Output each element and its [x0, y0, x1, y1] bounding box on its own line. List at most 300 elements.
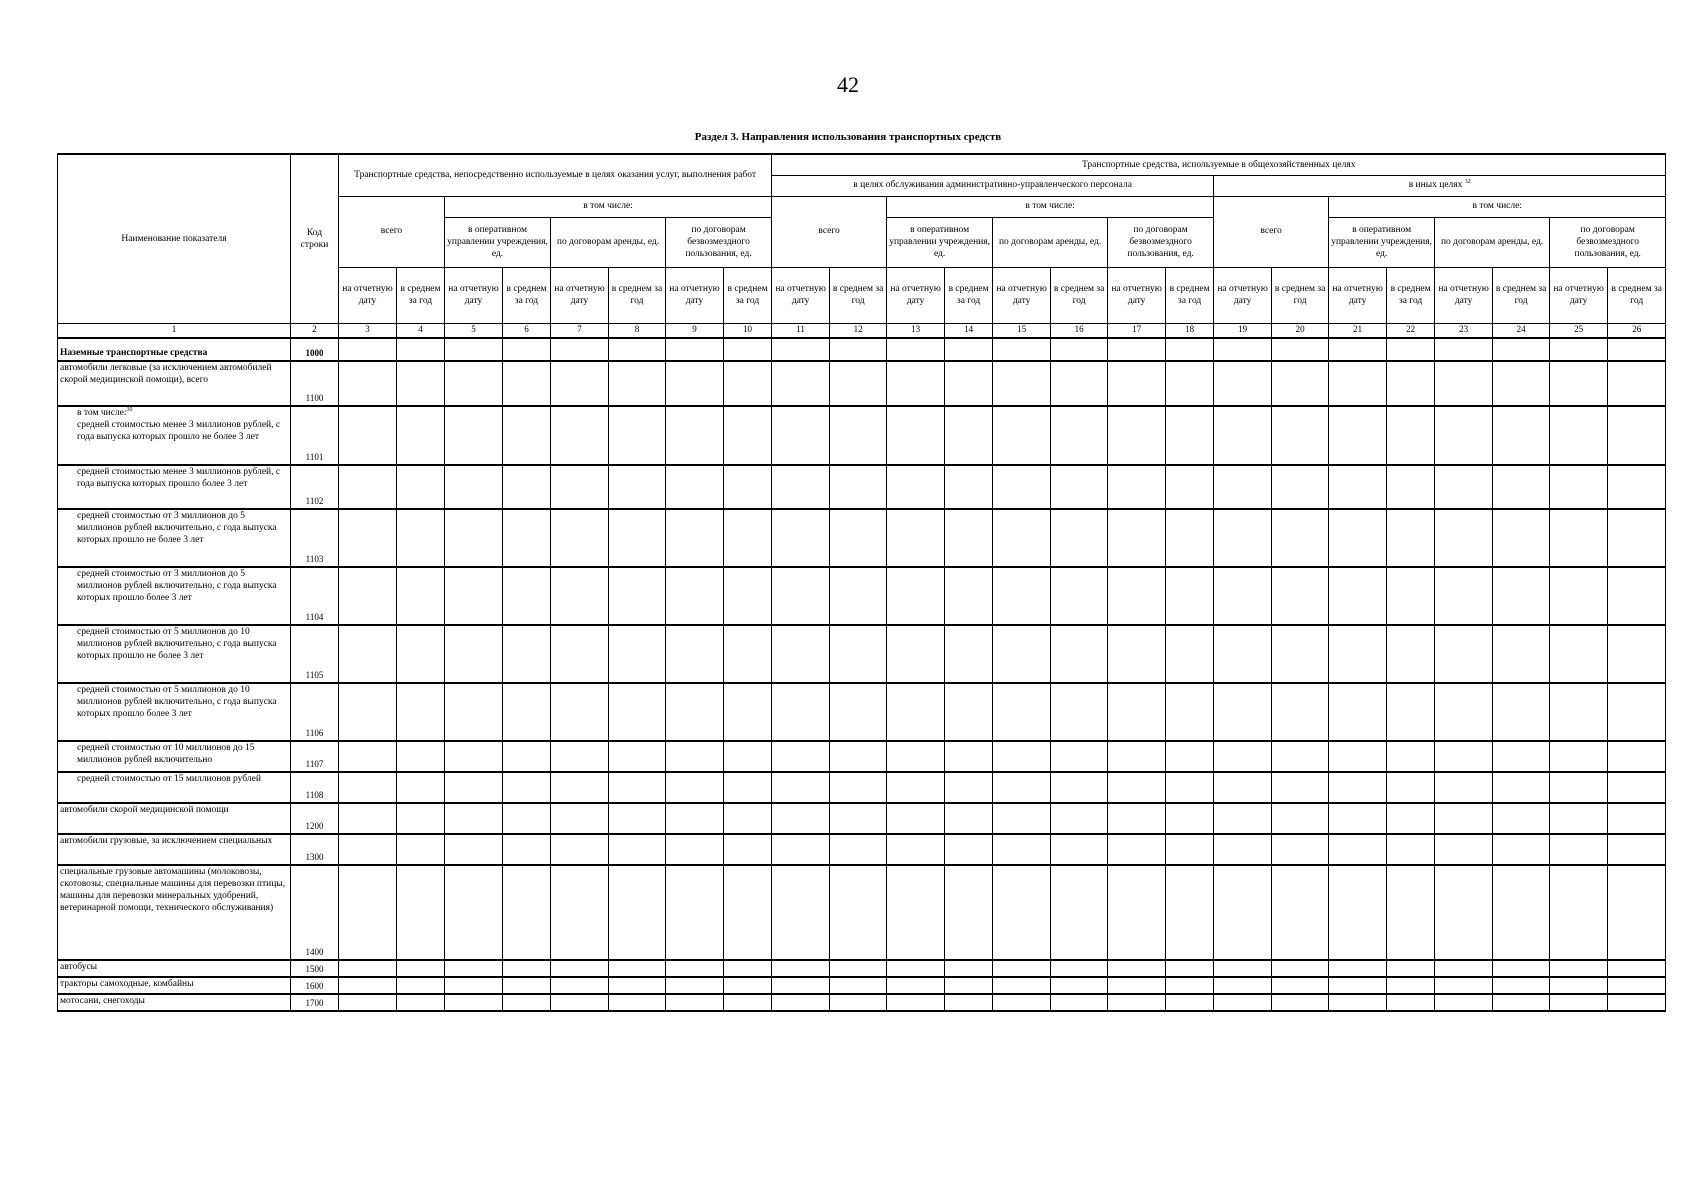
value-cell[interactable]	[339, 465, 397, 509]
value-cell[interactable]	[1214, 994, 1272, 1011]
value-cell[interactable]	[666, 960, 724, 977]
value-cell[interactable]	[772, 977, 830, 994]
value-cell[interactable]	[1387, 834, 1435, 865]
value-cell[interactable]	[993, 803, 1051, 834]
value-cell[interactable]	[666, 361, 724, 406]
value-cell[interactable]	[1272, 509, 1329, 567]
value-cell[interactable]	[445, 338, 503, 361]
value-cell[interactable]	[1214, 741, 1272, 772]
value-cell[interactable]	[1435, 361, 1493, 406]
value-cell[interactable]	[445, 834, 503, 865]
value-cell[interactable]	[1108, 977, 1166, 994]
value-cell[interactable]	[945, 741, 993, 772]
value-cell[interactable]	[772, 509, 830, 567]
value-cell[interactable]	[1051, 865, 1108, 960]
value-cell[interactable]	[609, 977, 666, 994]
value-cell[interactable]	[666, 977, 724, 994]
value-cell[interactable]	[1272, 772, 1329, 803]
value-cell[interactable]	[724, 625, 772, 683]
value-cell[interactable]	[1166, 741, 1214, 772]
value-cell[interactable]	[993, 509, 1051, 567]
value-cell[interactable]	[1550, 994, 1608, 1011]
value-cell[interactable]	[1051, 625, 1108, 683]
value-cell[interactable]	[1550, 741, 1608, 772]
value-cell[interactable]	[1214, 625, 1272, 683]
value-cell[interactable]	[551, 977, 609, 994]
value-cell[interactable]	[609, 772, 666, 803]
value-cell[interactable]	[609, 741, 666, 772]
value-cell[interactable]	[1493, 338, 1550, 361]
value-cell[interactable]	[724, 865, 772, 960]
value-cell[interactable]	[1166, 772, 1214, 803]
value-cell[interactable]	[397, 834, 445, 865]
value-cell[interactable]	[1272, 960, 1329, 977]
value-cell[interactable]	[993, 994, 1051, 1011]
value-cell[interactable]	[724, 509, 772, 567]
value-cell[interactable]	[1493, 772, 1550, 803]
value-cell[interactable]	[887, 977, 945, 994]
value-cell[interactable]	[1108, 834, 1166, 865]
value-cell[interactable]	[830, 625, 887, 683]
value-cell[interactable]	[1108, 338, 1166, 361]
value-cell[interactable]	[993, 465, 1051, 509]
value-cell[interactable]	[724, 834, 772, 865]
value-cell[interactable]	[339, 567, 397, 625]
value-cell[interactable]	[1387, 406, 1435, 465]
value-cell[interactable]	[1387, 865, 1435, 960]
value-cell[interactable]	[1272, 977, 1329, 994]
value-cell[interactable]	[1435, 977, 1493, 994]
value-cell[interactable]	[339, 683, 397, 741]
value-cell[interactable]	[1272, 338, 1329, 361]
value-cell[interactable]	[772, 994, 830, 1011]
value-cell[interactable]	[1051, 960, 1108, 977]
value-cell[interactable]	[1329, 406, 1387, 465]
value-cell[interactable]	[1166, 803, 1214, 834]
value-cell[interactable]	[1608, 625, 1666, 683]
value-cell[interactable]	[945, 465, 993, 509]
value-cell[interactable]	[724, 361, 772, 406]
value-cell[interactable]	[503, 406, 551, 465]
value-cell[interactable]	[1608, 361, 1666, 406]
value-cell[interactable]	[724, 803, 772, 834]
value-cell[interactable]	[1435, 406, 1493, 465]
value-cell[interactable]	[945, 567, 993, 625]
value-cell[interactable]	[830, 741, 887, 772]
value-cell[interactable]	[1329, 567, 1387, 625]
value-cell[interactable]	[609, 625, 666, 683]
value-cell[interactable]	[445, 465, 503, 509]
value-cell[interactable]	[1387, 741, 1435, 772]
value-cell[interactable]	[1272, 994, 1329, 1011]
value-cell[interactable]	[1214, 834, 1272, 865]
value-cell[interactable]	[445, 625, 503, 683]
value-cell[interactable]	[1329, 977, 1387, 994]
value-cell[interactable]	[666, 338, 724, 361]
value-cell[interactable]	[445, 361, 503, 406]
value-cell[interactable]	[1550, 977, 1608, 994]
value-cell[interactable]	[609, 834, 666, 865]
value-cell[interactable]	[772, 406, 830, 465]
value-cell[interactable]	[993, 772, 1051, 803]
value-cell[interactable]	[1214, 361, 1272, 406]
value-cell[interactable]	[993, 741, 1051, 772]
value-cell[interactable]	[1608, 803, 1666, 834]
value-cell[interactable]	[1214, 977, 1272, 994]
value-cell[interactable]	[445, 803, 503, 834]
value-cell[interactable]	[397, 741, 445, 772]
value-cell[interactable]	[1387, 977, 1435, 994]
value-cell[interactable]	[993, 865, 1051, 960]
value-cell[interactable]	[1608, 406, 1666, 465]
value-cell[interactable]	[1608, 960, 1666, 977]
value-cell[interactable]	[887, 741, 945, 772]
value-cell[interactable]	[1493, 361, 1550, 406]
value-cell[interactable]	[830, 803, 887, 834]
value-cell[interactable]	[830, 865, 887, 960]
value-cell[interactable]	[503, 741, 551, 772]
value-cell[interactable]	[1493, 960, 1550, 977]
value-cell[interactable]	[1387, 567, 1435, 625]
value-cell[interactable]	[551, 803, 609, 834]
value-cell[interactable]	[945, 834, 993, 865]
value-cell[interactable]	[887, 338, 945, 361]
value-cell[interactable]	[397, 406, 445, 465]
value-cell[interactable]	[1272, 361, 1329, 406]
value-cell[interactable]	[1387, 625, 1435, 683]
value-cell[interactable]	[1214, 960, 1272, 977]
value-cell[interactable]	[1108, 509, 1166, 567]
value-cell[interactable]	[1550, 960, 1608, 977]
value-cell[interactable]	[609, 361, 666, 406]
value-cell[interactable]	[1550, 625, 1608, 683]
value-cell[interactable]	[887, 994, 945, 1011]
value-cell[interactable]	[1608, 338, 1666, 361]
value-cell[interactable]	[993, 977, 1051, 994]
value-cell[interactable]	[1493, 567, 1550, 625]
value-cell[interactable]	[887, 567, 945, 625]
value-cell[interactable]	[1051, 994, 1108, 1011]
value-cell[interactable]	[1387, 803, 1435, 834]
value-cell[interactable]	[1608, 567, 1666, 625]
value-cell[interactable]	[1329, 625, 1387, 683]
value-cell[interactable]	[1166, 465, 1214, 509]
value-cell[interactable]	[830, 361, 887, 406]
value-cell[interactable]	[551, 465, 609, 509]
value-cell[interactable]	[1435, 567, 1493, 625]
value-cell[interactable]	[666, 683, 724, 741]
value-cell[interactable]	[666, 509, 724, 567]
value-cell[interactable]	[945, 960, 993, 977]
value-cell[interactable]	[830, 683, 887, 741]
value-cell[interactable]	[1608, 834, 1666, 865]
value-cell[interactable]	[724, 465, 772, 509]
value-cell[interactable]	[1435, 741, 1493, 772]
value-cell[interactable]	[724, 406, 772, 465]
value-cell[interactable]	[993, 960, 1051, 977]
value-cell[interactable]	[830, 977, 887, 994]
value-cell[interactable]	[1329, 865, 1387, 960]
value-cell[interactable]	[445, 567, 503, 625]
value-cell[interactable]	[445, 977, 503, 994]
value-cell[interactable]	[397, 683, 445, 741]
value-cell[interactable]	[397, 772, 445, 803]
value-cell[interactable]	[551, 361, 609, 406]
value-cell[interactable]	[1214, 772, 1272, 803]
value-cell[interactable]	[1051, 834, 1108, 865]
value-cell[interactable]	[993, 361, 1051, 406]
value-cell[interactable]	[1435, 625, 1493, 683]
value-cell[interactable]	[609, 465, 666, 509]
value-cell[interactable]	[772, 567, 830, 625]
value-cell[interactable]	[1608, 865, 1666, 960]
value-cell[interactable]	[830, 509, 887, 567]
value-cell[interactable]	[1051, 465, 1108, 509]
value-cell[interactable]	[397, 625, 445, 683]
value-cell[interactable]	[339, 361, 397, 406]
value-cell[interactable]	[609, 406, 666, 465]
value-cell[interactable]	[1166, 361, 1214, 406]
value-cell[interactable]	[1550, 567, 1608, 625]
value-cell[interactable]	[551, 834, 609, 865]
value-cell[interactable]	[945, 625, 993, 683]
value-cell[interactable]	[724, 977, 772, 994]
value-cell[interactable]	[1214, 865, 1272, 960]
value-cell[interactable]	[1214, 338, 1272, 361]
value-cell[interactable]	[772, 865, 830, 960]
value-cell[interactable]	[397, 361, 445, 406]
value-cell[interactable]	[887, 625, 945, 683]
value-cell[interactable]	[1166, 567, 1214, 625]
value-cell[interactable]	[1108, 683, 1166, 741]
value-cell[interactable]	[1108, 625, 1166, 683]
value-cell[interactable]	[724, 741, 772, 772]
value-cell[interactable]	[445, 509, 503, 567]
value-cell[interactable]	[1329, 465, 1387, 509]
value-cell[interactable]	[772, 834, 830, 865]
value-cell[interactable]	[1435, 465, 1493, 509]
value-cell[interactable]	[666, 741, 724, 772]
value-cell[interactable]	[1108, 465, 1166, 509]
value-cell[interactable]	[772, 338, 830, 361]
value-cell[interactable]	[1214, 509, 1272, 567]
value-cell[interactable]	[339, 772, 397, 803]
value-cell[interactable]	[339, 977, 397, 994]
value-cell[interactable]	[1051, 361, 1108, 406]
value-cell[interactable]	[339, 338, 397, 361]
value-cell[interactable]	[1166, 509, 1214, 567]
value-cell[interactable]	[887, 406, 945, 465]
value-cell[interactable]	[1493, 977, 1550, 994]
value-cell[interactable]	[993, 834, 1051, 865]
value-cell[interactable]	[397, 960, 445, 977]
value-cell[interactable]	[830, 567, 887, 625]
value-cell[interactable]	[551, 338, 609, 361]
value-cell[interactable]	[503, 865, 551, 960]
value-cell[interactable]	[339, 741, 397, 772]
value-cell[interactable]	[503, 977, 551, 994]
value-cell[interactable]	[551, 865, 609, 960]
value-cell[interactable]	[772, 772, 830, 803]
value-cell[interactable]	[772, 465, 830, 509]
value-cell[interactable]	[1272, 803, 1329, 834]
value-cell[interactable]	[724, 772, 772, 803]
value-cell[interactable]	[1272, 406, 1329, 465]
value-cell[interactable]	[1051, 406, 1108, 465]
value-cell[interactable]	[503, 772, 551, 803]
value-cell[interactable]	[887, 960, 945, 977]
value-cell[interactable]	[1493, 683, 1550, 741]
value-cell[interactable]	[1387, 772, 1435, 803]
value-cell[interactable]	[1550, 361, 1608, 406]
value-cell[interactable]	[551, 406, 609, 465]
value-cell[interactable]	[445, 772, 503, 803]
value-cell[interactable]	[945, 406, 993, 465]
value-cell[interactable]	[339, 994, 397, 1011]
value-cell[interactable]	[397, 865, 445, 960]
value-cell[interactable]	[1166, 994, 1214, 1011]
value-cell[interactable]	[1329, 361, 1387, 406]
value-cell[interactable]	[503, 683, 551, 741]
value-cell[interactable]	[1608, 465, 1666, 509]
value-cell[interactable]	[1550, 465, 1608, 509]
value-cell[interactable]	[887, 772, 945, 803]
value-cell[interactable]	[1435, 803, 1493, 834]
value-cell[interactable]	[503, 960, 551, 977]
value-cell[interactable]	[1435, 338, 1493, 361]
value-cell[interactable]	[445, 865, 503, 960]
value-cell[interactable]	[1550, 834, 1608, 865]
value-cell[interactable]	[724, 683, 772, 741]
value-cell[interactable]	[1329, 803, 1387, 834]
value-cell[interactable]	[551, 960, 609, 977]
value-cell[interactable]	[1608, 741, 1666, 772]
value-cell[interactable]	[1272, 741, 1329, 772]
value-cell[interactable]	[503, 338, 551, 361]
value-cell[interactable]	[397, 977, 445, 994]
value-cell[interactable]	[1329, 960, 1387, 977]
value-cell[interactable]	[830, 834, 887, 865]
value-cell[interactable]	[1329, 338, 1387, 361]
value-cell[interactable]	[830, 772, 887, 803]
value-cell[interactable]	[993, 625, 1051, 683]
value-cell[interactable]	[830, 406, 887, 465]
value-cell[interactable]	[1051, 803, 1108, 834]
value-cell[interactable]	[887, 683, 945, 741]
value-cell[interactable]	[1435, 994, 1493, 1011]
value-cell[interactable]	[1493, 625, 1550, 683]
value-cell[interactable]	[772, 625, 830, 683]
value-cell[interactable]	[1166, 683, 1214, 741]
value-cell[interactable]	[1493, 465, 1550, 509]
value-cell[interactable]	[1493, 741, 1550, 772]
value-cell[interactable]	[1166, 977, 1214, 994]
value-cell[interactable]	[1435, 834, 1493, 865]
value-cell[interactable]	[1550, 865, 1608, 960]
value-cell[interactable]	[551, 509, 609, 567]
value-cell[interactable]	[609, 338, 666, 361]
value-cell[interactable]	[503, 567, 551, 625]
value-cell[interactable]	[1387, 361, 1435, 406]
value-cell[interactable]	[772, 741, 830, 772]
value-cell[interactable]	[1272, 834, 1329, 865]
value-cell[interactable]	[1387, 509, 1435, 567]
value-cell[interactable]	[339, 865, 397, 960]
value-cell[interactable]	[1493, 994, 1550, 1011]
value-cell[interactable]	[1214, 803, 1272, 834]
value-cell[interactable]	[1435, 772, 1493, 803]
value-cell[interactable]	[445, 683, 503, 741]
value-cell[interactable]	[772, 803, 830, 834]
value-cell[interactable]	[1166, 865, 1214, 960]
value-cell[interactable]	[1550, 683, 1608, 741]
value-cell[interactable]	[724, 338, 772, 361]
value-cell[interactable]	[772, 361, 830, 406]
value-cell[interactable]	[945, 338, 993, 361]
value-cell[interactable]	[1051, 509, 1108, 567]
value-cell[interactable]	[1387, 338, 1435, 361]
value-cell[interactable]	[830, 338, 887, 361]
value-cell[interactable]	[609, 567, 666, 625]
value-cell[interactable]	[1329, 994, 1387, 1011]
value-cell[interactable]	[1108, 994, 1166, 1011]
value-cell[interactable]	[1435, 865, 1493, 960]
value-cell[interactable]	[503, 834, 551, 865]
value-cell[interactable]	[339, 803, 397, 834]
value-cell[interactable]	[551, 741, 609, 772]
value-cell[interactable]	[1272, 865, 1329, 960]
value-cell[interactable]	[609, 865, 666, 960]
value-cell[interactable]	[1108, 772, 1166, 803]
value-cell[interactable]	[887, 465, 945, 509]
value-cell[interactable]	[887, 834, 945, 865]
value-cell[interactable]	[1051, 772, 1108, 803]
value-cell[interactable]	[945, 361, 993, 406]
value-cell[interactable]	[1214, 567, 1272, 625]
value-cell[interactable]	[993, 406, 1051, 465]
value-cell[interactable]	[724, 994, 772, 1011]
value-cell[interactable]	[1493, 803, 1550, 834]
value-cell[interactable]	[945, 803, 993, 834]
value-cell[interactable]	[1493, 834, 1550, 865]
value-cell[interactable]	[1051, 741, 1108, 772]
value-cell[interactable]	[1166, 406, 1214, 465]
value-cell[interactable]	[609, 960, 666, 977]
value-cell[interactable]	[551, 625, 609, 683]
value-cell[interactable]	[339, 834, 397, 865]
value-cell[interactable]	[1108, 865, 1166, 960]
value-cell[interactable]	[1272, 567, 1329, 625]
value-cell[interactable]	[445, 994, 503, 1011]
value-cell[interactable]	[551, 994, 609, 1011]
value-cell[interactable]	[830, 960, 887, 977]
value-cell[interactable]	[1108, 741, 1166, 772]
value-cell[interactable]	[1329, 683, 1387, 741]
value-cell[interactable]	[397, 567, 445, 625]
value-cell[interactable]	[666, 994, 724, 1011]
value-cell[interactable]	[887, 803, 945, 834]
value-cell[interactable]	[666, 834, 724, 865]
value-cell[interactable]	[945, 683, 993, 741]
value-cell[interactable]	[1214, 406, 1272, 465]
value-cell[interactable]	[1550, 338, 1608, 361]
value-cell[interactable]	[1608, 977, 1666, 994]
value-cell[interactable]	[887, 509, 945, 567]
value-cell[interactable]	[1550, 772, 1608, 803]
value-cell[interactable]	[945, 994, 993, 1011]
value-cell[interactable]	[551, 772, 609, 803]
value-cell[interactable]	[1329, 772, 1387, 803]
